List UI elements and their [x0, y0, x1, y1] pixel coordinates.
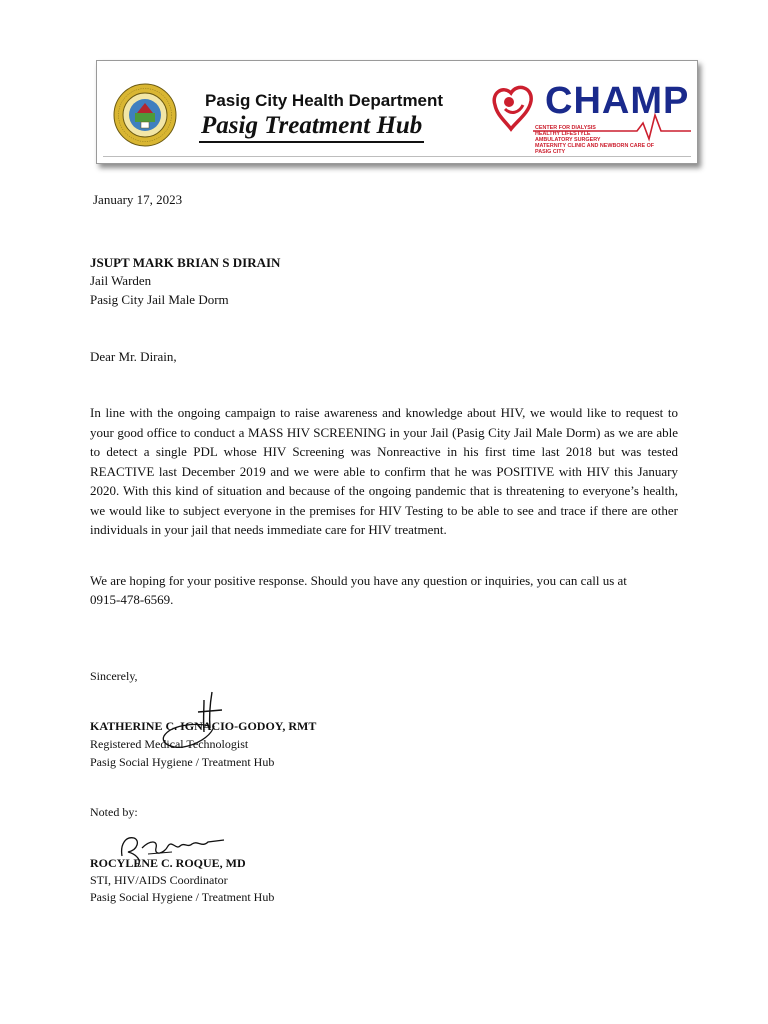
letterhead — [96, 60, 698, 164]
recipient-office: Pasig City Jail Male Dorm — [90, 292, 229, 307]
closing: Sincerely, — [90, 669, 138, 683]
champ-subtitle — [535, 125, 695, 155]
signatory-office: Pasig Social Hygiene / Treatment Hub — [90, 755, 275, 769]
champ-line: PASIG CITY — [535, 149, 566, 155]
champ-line: MATERNITY CLINIC AND NEWBORN CARE OF — [535, 143, 655, 149]
pasig-city-seal-icon — [113, 83, 177, 147]
salutation: Dear Mr. Dirain, — [90, 349, 177, 364]
recipient-title: Jail Warden — [90, 273, 152, 288]
signatory-title: Registered Medical Technologist — [90, 737, 249, 751]
champ-wordmark: CHAMP — [545, 80, 690, 122]
letter-date: January 17, 2023 — [93, 192, 183, 207]
recipient-name: JSUPT MARK BRIAN S DIRAIN — [90, 255, 281, 270]
body-paragraph-1: In line with the ongoing campaign to raise awareness and knowledge about HIV, we would like to request to your good office to conduct a MASS HIV SCREENING in your Jail (Pasig City Jail Male Dorm) as we are able to detect a single PDL whose HIV Screening was Nonreactive in his first time last 2018 but was tested REACTIVE last December 2019 and we were able to confirm that he was POSITIVE with HIV this January 2020. With this kind of situation and because of the ongoing pandemic that is threatening to everyone’s health, we would like to subject everyone in the premises for HIV Testing to be able to see and trace if there are other individuals in your jail that needs immediate care for HIV treatment. — [90, 405, 678, 537]
signatory-name: KATHERINE C. IGNACIO-GODOY, RMT — [90, 719, 317, 733]
noter-title: STI, HIV/AIDS Coordinator — [90, 873, 228, 887]
noter-name: ROCYLENE C. ROQUE, MD — [90, 856, 246, 870]
department-name: Pasig City Health Department — [205, 91, 444, 110]
champ-line: AMBULATORY SURGERY — [535, 137, 601, 143]
hub-name: Pasig Treatment Hub — [199, 111, 424, 143]
noted-by-label: Noted by: — [90, 805, 138, 819]
champ-line: HEALTHY LIFESTYLE — [535, 131, 591, 137]
body-paragraph-2-line-1: We are hoping for your positive response. Should you have any question or inquiries, you can call us at — [90, 573, 627, 588]
champ-line: CENTER FOR DIALYSIS — [535, 125, 596, 131]
noter-office: Pasig Social Hygiene / Treatment Hub — [90, 890, 275, 904]
letterhead-inner — [103, 67, 691, 157]
body-paragraph-2-line-2: 0915-478-6569. — [90, 592, 174, 607]
